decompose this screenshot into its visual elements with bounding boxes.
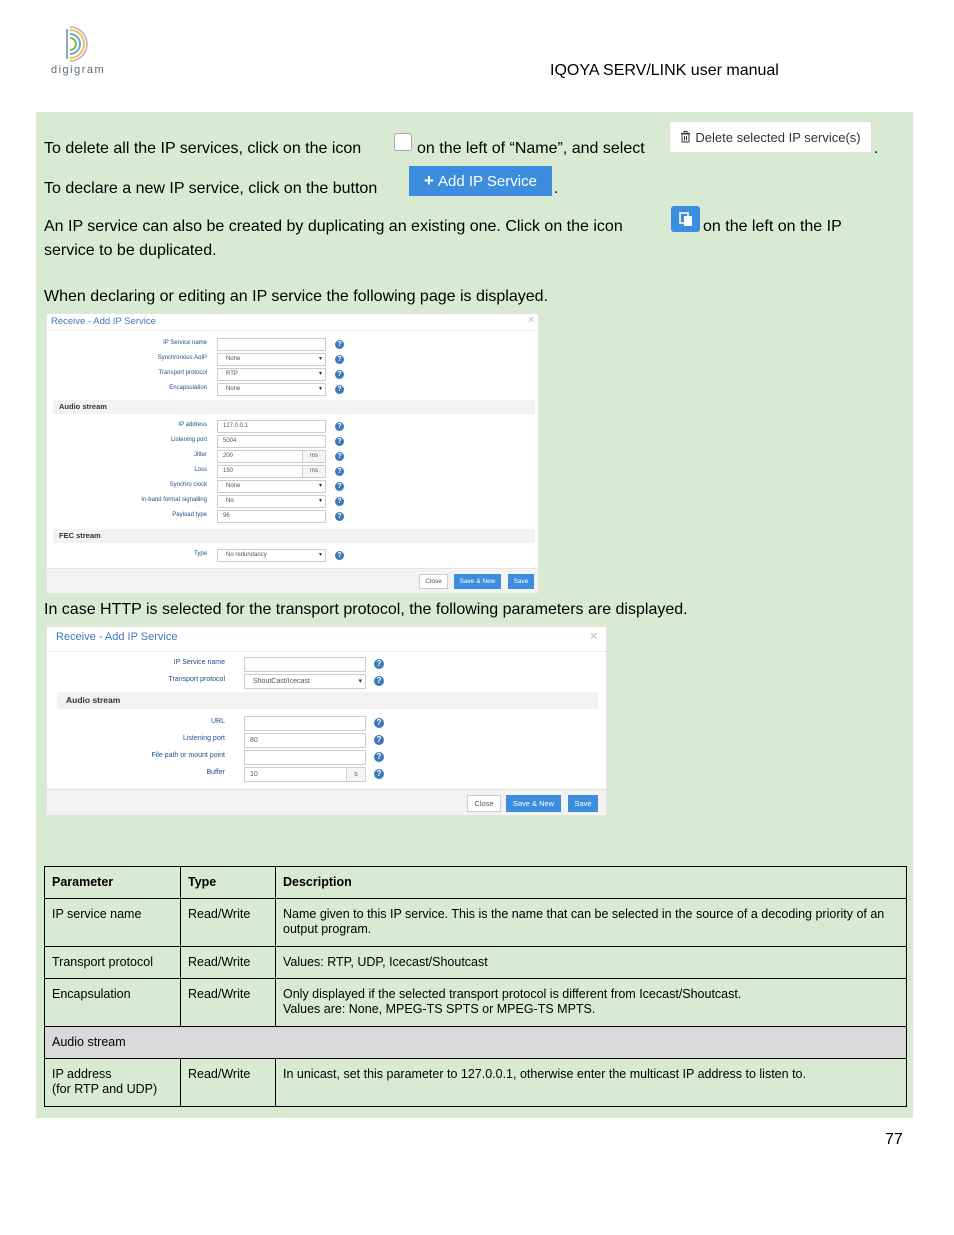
add-ip-service-label: Add IP Service <box>437 172 537 190</box>
table-row <box>45 947 907 979</box>
section-cell: Audio stream <box>45 1027 907 1059</box>
manual-title: IQOYA SERV/LINK user manual <box>550 62 779 79</box>
type-cell: Read/Write <box>181 979 276 1027</box>
field-label: Listening port <box>182 735 225 742</box>
close-button[interactable]: Close <box>467 795 501 812</box>
table-row <box>45 899 907 947</box>
table-row <box>45 1059 907 1107</box>
description-cell: Values: RTP, UDP, Icecast/Shoutcast <box>276 947 907 979</box>
unit-addon: s <box>346 768 365 781</box>
trash-icon <box>680 131 691 143</box>
description-line: Only displayed if the selected transport protocol is different from Icecast/Shoutcast. <box>283 987 742 1001</box>
field-label: Encapsulation <box>169 385 207 391</box>
help-icon[interactable]: ? <box>335 437 344 446</box>
close-icon[interactable]: × <box>528 314 535 326</box>
field-value: None <box>226 356 241 362</box>
dropdown-arrow-icon: ▾ <box>358 678 362 685</box>
field-label: Loss <box>194 467 207 473</box>
input-field[interactable] <box>244 716 366 731</box>
param-line: IP address <box>52 1067 112 1081</box>
help-icon[interactable]: ? <box>335 512 344 521</box>
field-value: 80 <box>250 737 258 744</box>
save-and-new-button[interactable]: Save & New <box>506 795 561 812</box>
save-button[interactable]: Save <box>568 795 598 812</box>
field-value: No redundancy <box>226 552 267 558</box>
logo-text: digigram <box>51 64 106 76</box>
duplicate-text-line1: An IP service can also be created by duplicating an existing one. Click on the icon <box>44 218 623 235</box>
unit-addon: ms <box>302 466 325 477</box>
field-value: 96 <box>223 513 230 519</box>
param-cell: IP service name <box>45 899 181 947</box>
dialog-title: Receive - Add IP Service <box>51 316 156 327</box>
field-label: URL <box>210 718 225 725</box>
help-icon[interactable]: ? <box>374 769 384 779</box>
input-field[interactable] <box>217 338 326 351</box>
dropdown-arrow-icon: ▾ <box>318 552 322 558</box>
delete-text-mid: on the left of “Name”, and select <box>417 140 645 157</box>
save-and-new-button[interactable]: Save & New <box>454 574 501 589</box>
duplicate-text-line1-post: on the left on the IP <box>703 218 842 235</box>
select-field[interactable] <box>217 549 326 562</box>
description-cell: Name given to this IP service. This is the name that can be selected in the source of a decoding priority of an output program. <box>276 899 907 947</box>
duplicate-icon[interactable] <box>671 206 700 232</box>
field-label: IP Service name <box>163 340 207 346</box>
help-icon[interactable]: ? <box>335 355 344 364</box>
input-field[interactable] <box>244 767 366 782</box>
help-icon[interactable]: ? <box>335 467 344 476</box>
input-field[interactable] <box>244 750 366 765</box>
input-field[interactable] <box>244 657 366 672</box>
field-value: ShoutCast/Icecast <box>253 678 310 685</box>
dropdown-arrow-icon: ▾ <box>318 498 322 504</box>
input-field[interactable] <box>244 733 366 748</box>
description-line: Values are: None, MPEG-TS SPTS or MPEG-TS MPTS. <box>283 1002 596 1016</box>
audio-stream-section: Audio stream <box>53 400 535 414</box>
copy-glyph-icon <box>678 211 694 227</box>
duplicate-text-line2: service to be duplicated. <box>44 242 217 259</box>
field-label: Transport protocol <box>158 370 207 376</box>
field-value: No <box>226 498 234 504</box>
table-row <box>45 979 907 1027</box>
param-cell <box>45 1059 181 1107</box>
param-cell: Transport protocol <box>45 947 181 979</box>
field-label: IP Service name <box>173 659 225 666</box>
help-icon[interactable]: ? <box>374 718 384 728</box>
header-description: Description <box>276 867 907 899</box>
field-value: None <box>226 483 241 489</box>
field-label: Transport protocol <box>168 676 225 683</box>
field-label: Synchro clock <box>169 482 207 488</box>
help-icon[interactable]: ? <box>374 676 384 686</box>
parameters-table <box>44 866 907 1107</box>
field-value: None <box>226 386 241 392</box>
select-field[interactable] <box>244 674 366 689</box>
field-label: Type <box>193 551 207 557</box>
fec-stream-section: FEC stream <box>53 529 535 543</box>
add-ip-service-button[interactable] <box>409 166 552 196</box>
table-header-row <box>45 867 907 899</box>
input-field[interactable] <box>217 510 326 523</box>
input-field[interactable] <box>217 435 326 448</box>
delete-text-post: . <box>874 140 879 157</box>
help-icon[interactable]: ? <box>335 340 344 349</box>
help-icon[interactable]: ? <box>335 385 344 394</box>
dialog-footer <box>47 789 606 815</box>
help-icon[interactable]: ? <box>374 752 384 762</box>
dropdown-arrow-icon: ▾ <box>318 386 322 392</box>
field-value: 150 <box>223 468 234 474</box>
field-label: Buffer <box>206 769 225 776</box>
dropdown-arrow-icon: ▾ <box>318 371 322 377</box>
http-text: In case HTTP is selected for the transport protocol, the following parameters are displayed. <box>44 601 688 618</box>
field-label: In-band format signalling <box>141 497 207 503</box>
header-parameter: Parameter <box>45 867 181 899</box>
help-icon[interactable]: ? <box>374 735 384 745</box>
field-value: 5004 <box>223 438 237 444</box>
header-type: Type <box>181 867 276 899</box>
dialog-title: Receive - Add IP Service <box>56 631 178 643</box>
unit-addon: ms <box>302 451 325 462</box>
delete-selected-label: Delete selected IP service(s) <box>695 129 861 145</box>
param-line: (for RTP and UDP) <box>52 1082 158 1096</box>
input-field[interactable] <box>217 420 326 433</box>
help-icon[interactable]: ? <box>335 422 344 431</box>
audio-stream-section: Audio stream <box>57 692 598 709</box>
description-cell: In unicast, set this parameter to 127.0.0.1, otherwise enter the multicast IP address to listen to. <box>276 1059 907 1107</box>
help-icon[interactable]: ? <box>335 482 344 491</box>
help-icon[interactable]: ? <box>335 497 344 506</box>
dropdown-arrow-icon: ▾ <box>318 356 322 362</box>
input-field[interactable] <box>217 465 326 478</box>
field-label: Synchronous AoIP <box>157 355 207 361</box>
field-value: 200 <box>223 453 234 459</box>
editing-text: When declaring or editing an IP service the following page is displayed. <box>44 288 548 305</box>
type-cell: Read/Write <box>181 1059 276 1107</box>
field-value: 10 <box>250 771 258 778</box>
select-field[interactable] <box>217 480 326 493</box>
page-number: 77 <box>885 1131 903 1148</box>
delete-selected-button[interactable] <box>669 121 872 153</box>
param-cell: Encapsulation <box>45 979 181 1027</box>
delete-text-pre: To delete all the IP services, click on the icon <box>44 140 362 157</box>
plus-icon: + <box>424 171 434 190</box>
field-value: 127.0.0.1 <box>223 423 249 429</box>
close-icon[interactable]: × <box>590 628 598 643</box>
help-icon[interactable]: ? <box>335 551 344 560</box>
dialog-rtp <box>46 313 539 593</box>
dialog-http <box>46 626 607 815</box>
field-label: Listening port <box>170 437 207 443</box>
select-field[interactable] <box>217 353 326 366</box>
description-cell <box>276 979 907 1027</box>
save-button[interactable]: Save <box>508 574 534 589</box>
type-cell: Read/Write <box>181 899 276 947</box>
close-button[interactable]: Close <box>419 574 448 589</box>
dialog-footer <box>47 568 538 593</box>
select-field[interactable] <box>217 368 326 381</box>
type-cell: Read/Write <box>181 947 276 979</box>
field-label: File path or mount point <box>151 752 225 759</box>
table-section-row <box>45 1027 907 1059</box>
help-icon[interactable]: ? <box>335 452 344 461</box>
checkbox-icon[interactable] <box>394 133 412 151</box>
help-icon[interactable]: ? <box>374 659 384 669</box>
declare-text-pre: To declare a new IP service, click on the button <box>44 180 378 197</box>
declare-text-post: . <box>554 180 559 197</box>
select-field[interactable] <box>217 383 326 396</box>
dropdown-arrow-icon: ▾ <box>318 483 322 489</box>
input-field[interactable] <box>217 450 326 463</box>
field-label: IP address <box>178 422 207 428</box>
field-label: Jitter <box>193 452 207 458</box>
help-icon[interactable]: ? <box>335 370 344 379</box>
field-value: RTP <box>226 371 238 377</box>
field-label: Payload type <box>172 512 207 518</box>
select-field[interactable] <box>217 495 326 508</box>
